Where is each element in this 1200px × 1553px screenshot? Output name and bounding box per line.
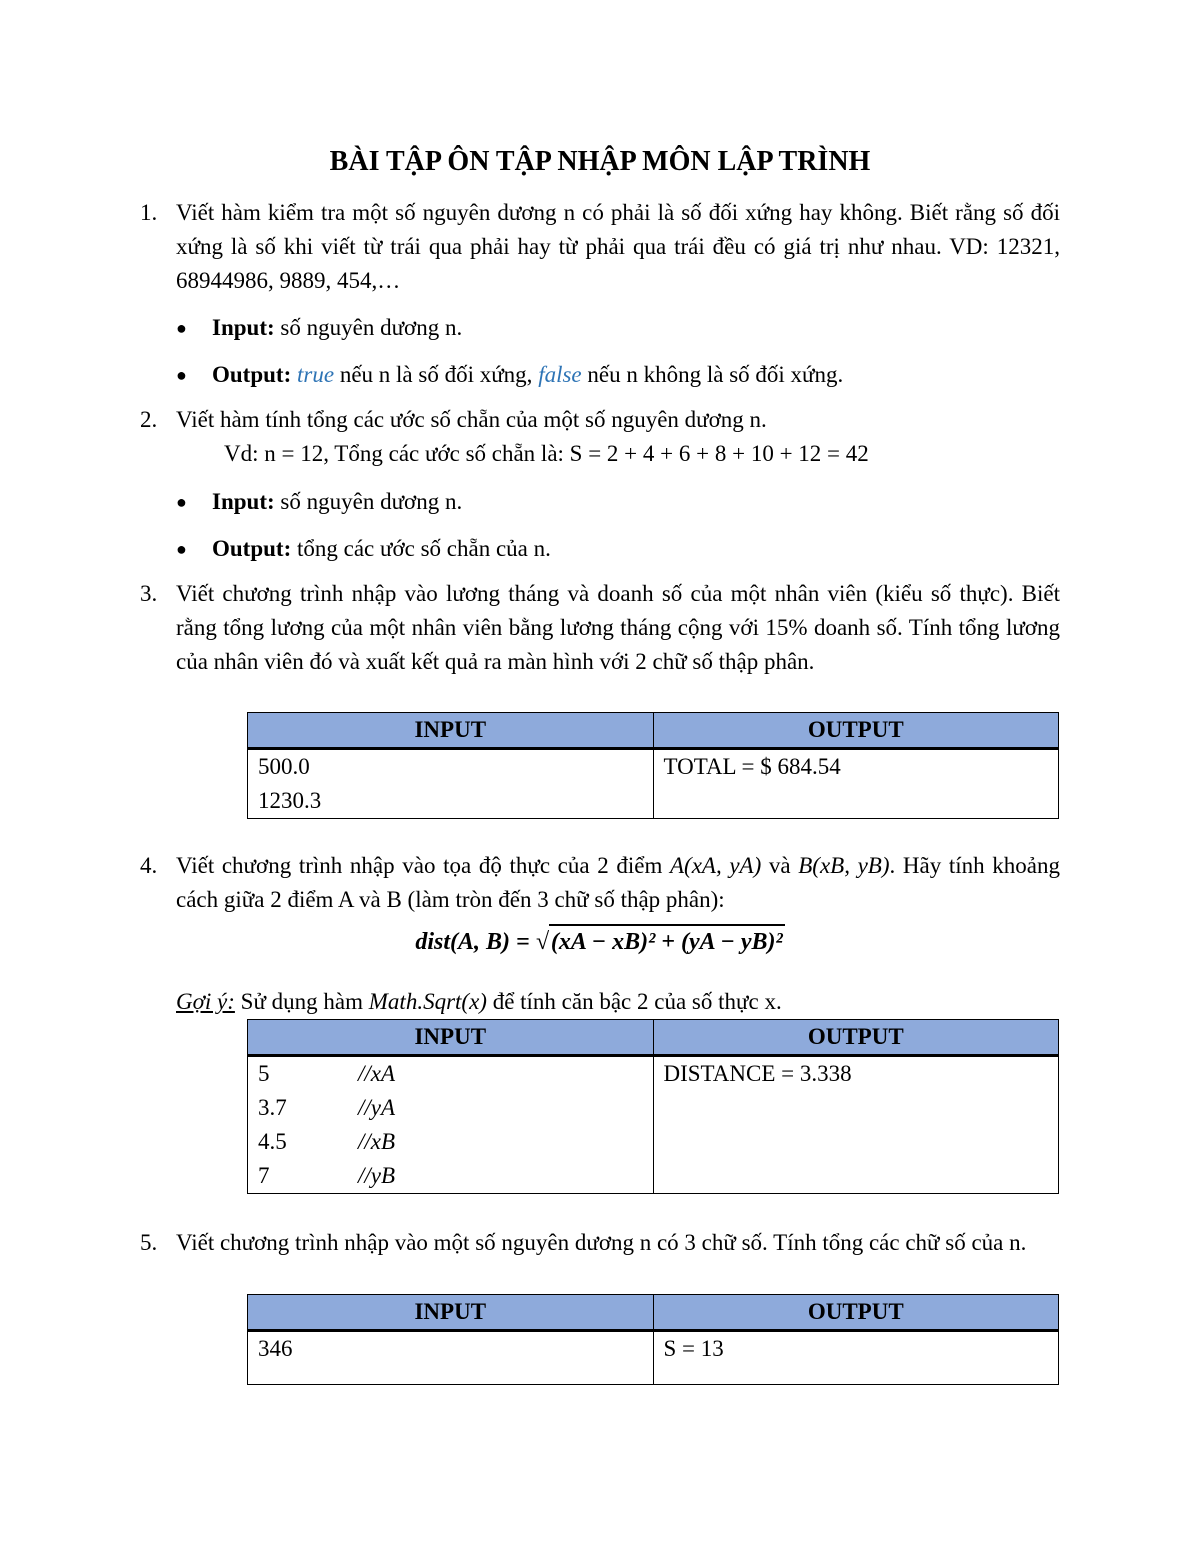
- q2-output-label: Output:: [212, 536, 292, 561]
- bullet-icon: ●: [176, 492, 187, 512]
- q2-output-text: tổng các ước số chẵn của n.: [291, 536, 551, 561]
- q3-number: 3.: [140, 581, 158, 606]
- q5-text: Viết chương trình nhập vào một số nguyên dương n có 3 chữ số. Tính tổng các chữ số của n.: [176, 1230, 1027, 1255]
- q1-output-end: nếu n không là số đối xứng.: [581, 362, 844, 387]
- q3-table: [247, 712, 1059, 819]
- q4-hint-func: Math.Sqrt(x): [368, 989, 487, 1014]
- page-title: BÀI TẬP ÔN TẬP NHẬP MÔN LẬP TRÌNH: [329, 146, 871, 177]
- q4-input-row: [258, 1057, 643, 1091]
- bullet-icon: ●: [176, 539, 187, 559]
- q4-input-row: [258, 1125, 643, 1159]
- q4-text-a: Viết chương trình nhập vào tọa độ thực của 2 điểm: [176, 853, 670, 878]
- q4-header-input: INPUT: [248, 1020, 654, 1056]
- q4-table: [247, 1019, 1059, 1194]
- q4-input-row: [258, 1159, 643, 1193]
- q5-header-input: INPUT: [248, 1295, 654, 1331]
- q4-hint-label: Gợi ý:: [176, 989, 235, 1014]
- bullet-icon: ●: [176, 318, 187, 338]
- q5-input-cell: 346: [248, 1331, 654, 1385]
- q2-example: Vd: n = 12, Tổng các ước số chẵn là: S = 2 + 4 + 6 + 8 + 10 + 12 = 42: [224, 441, 869, 466]
- formula-left: dist(A, B) =: [415, 929, 536, 955]
- q5-output-cell: S = 13: [653, 1331, 1059, 1385]
- q5-table: [247, 1294, 1059, 1385]
- q4-number: 4.: [140, 853, 158, 878]
- q3-input-line: 1230.3: [258, 788, 322, 813]
- q4-input-value: 3.7: [258, 1095, 287, 1120]
- q4-text-b: . Hãy tính khoảng cách giữa 2 điểm A và B (làm tròn đến 3 chữ số thập phân):: [176, 853, 1060, 912]
- formula-root: (xA − xB)² + (yA − yB)²: [549, 924, 785, 958]
- q4-input-comment: //xB: [358, 1129, 396, 1154]
- q3-output-cell: TOTAL = $ 684.54: [653, 749, 1059, 819]
- q4-input-value: 7: [258, 1163, 270, 1188]
- q3-header-input: INPUT: [248, 713, 654, 749]
- q1-number: 1.: [140, 200, 158, 225]
- q2-output-line: [212, 532, 1062, 566]
- q1-input-label: Input:: [212, 315, 275, 340]
- q2-number: 2.: [140, 407, 158, 432]
- q4-input-comment: //xA: [358, 1061, 396, 1086]
- q4-input-value: 4.5: [258, 1129, 287, 1154]
- q4-input-row: [258, 1091, 643, 1125]
- q4-header-output: OUTPUT: [653, 1020, 1059, 1056]
- q3-text: Viết chương trình nhập vào lương tháng và doanh số của một nhân viên (kiểu số thực). Biết rằng tổng lương của một nhân viên bằng lương tháng cộng với 15% doanh số. Tính tổng lương của nhân viên đó và xuất kết quả ra màn hình với 2 chữ số thập phân.: [176, 581, 1060, 674]
- q4-hint-text-b: để tính căn bậc 2 của số thực x.: [486, 989, 782, 1014]
- q3-header-output: OUTPUT: [653, 713, 1059, 749]
- q2-input-line: [212, 485, 1062, 519]
- q1-input-line: [212, 311, 1062, 345]
- q4-text: [176, 849, 1060, 917]
- q4-hint: [176, 985, 1060, 1019]
- bullet-icon: ●: [176, 365, 187, 385]
- q1-text: Viết hàm kiểm tra một số nguyên dương n có phải là số đối xứng hay không. Biết rằng số đối xứng là số khi viết từ trái qua phải hay từ phải qua trái đều có giá trị như nhau. VD: 12321, 68944986, 9889, 454,…: [176, 200, 1060, 293]
- q2-text: Viết hàm tính tổng các ước số chẵn của một số nguyên dương n.: [176, 407, 767, 432]
- q4-point-a: A(xA, yA): [669, 853, 762, 878]
- q1-output-label: Output:: [212, 362, 292, 387]
- distance-formula: dist(A, B) = √(xA − xB)² + (yA − yB)²: [0, 924, 1200, 960]
- q4-input-comment: //yB: [358, 1163, 396, 1188]
- q5-header-output: OUTPUT: [653, 1295, 1059, 1331]
- q4-output-cell: DISTANCE = 3.338: [653, 1056, 1059, 1194]
- q4-input-value: 5: [258, 1061, 270, 1086]
- q4-text-and: và: [761, 853, 799, 878]
- q4-hint-text-a: Sử dụng hàm: [234, 989, 369, 1014]
- q4-input-cell: [248, 1056, 654, 1194]
- q2-input-text: số nguyên dương n.: [274, 489, 463, 514]
- q2-input-label: Input:: [212, 489, 275, 514]
- q1-output-line: [212, 358, 1062, 392]
- q5-number: 5.: [140, 1230, 158, 1255]
- q4-input-comment: //yA: [358, 1095, 396, 1120]
- q4-point-b: B(xB, yB): [798, 853, 890, 878]
- q3-input-line: 500.0: [258, 754, 310, 779]
- q1-output-false: false: [538, 362, 582, 387]
- q1-output-true: true: [297, 362, 335, 387]
- q3-input-cell: [248, 749, 654, 819]
- q1-input-text: số nguyên dương n.: [274, 315, 463, 340]
- q1-output-mid: nếu n là số đối xứng,: [334, 362, 539, 387]
